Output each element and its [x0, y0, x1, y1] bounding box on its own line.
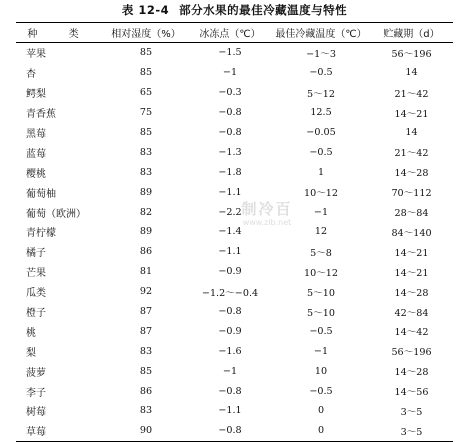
table-row — [16, 123, 453, 143]
humidity-cell: 87 — [139, 306, 153, 318]
freezing-point-cell: −2.2 — [218, 206, 242, 218]
fruit-name-cell: 梨 — [26, 347, 36, 359]
fruit-name-cell: 李子 — [26, 387, 46, 399]
humidity-cell: 90 — [104, 421, 188, 441]
freezing-point-cell: −1 — [222, 365, 238, 377]
humidity-cell: 86 — [139, 246, 153, 258]
freezing-point-cell: −0.8 — [218, 107, 242, 119]
optimal-temp-cell: 0 — [317, 405, 325, 417]
storage-period-cell: 56～196 — [391, 48, 432, 60]
table-row — [16, 63, 453, 83]
table-row — [16, 302, 453, 322]
freezing-point-cell: −1.1 — [218, 405, 242, 417]
freezing-point-cell: −1.6 — [218, 345, 242, 357]
storage-period-cell: 3～5 — [400, 406, 423, 418]
freezing-point-cell: −1.8 — [218, 166, 242, 178]
freezing-point-cell: −1.1 — [218, 186, 242, 198]
humidity-cell: 82 — [139, 206, 153, 218]
table-row — [16, 262, 453, 282]
table-row — [16, 381, 453, 401]
fruit-name-cell: 橙子 — [26, 308, 46, 320]
watermark — [232, 200, 302, 238]
table-row — [16, 162, 453, 182]
fruit-name-cell: 青柠檬 — [26, 228, 56, 240]
fruit-name-cell: 葡萄柚 — [26, 188, 56, 200]
table-number: 表 12-4 — [121, 3, 170, 17]
storage-period-cell: 3～5 — [370, 421, 453, 441]
fruit-name-cell: 桃 — [26, 327, 36, 339]
fruit-name-cell: 蓝莓 — [26, 148, 46, 160]
fruit-name-cell: 芒果 — [26, 268, 46, 280]
storage-period-cell: 21～42 — [394, 148, 429, 160]
fruit-name-cell: 杏 — [26, 69, 36, 81]
header-row — [16, 23, 453, 43]
humidity-cell: 75 — [139, 107, 153, 119]
humidity-cell: 85 — [139, 127, 153, 138]
optimal-temp-cell: −0.5 — [309, 67, 333, 79]
table-caption — [0, 2, 469, 18]
humidity-cell: 89 — [139, 186, 153, 198]
humidity-cell: 85 — [139, 365, 153, 377]
optimal-temp-cell: −0.05 — [306, 127, 336, 138]
table-row — [16, 242, 453, 262]
storage-period-cell: 14～28 — [394, 168, 429, 180]
humidity-cell: 89 — [139, 226, 153, 238]
optimal-temp-cell: 12.5 — [310, 107, 332, 119]
fruit-name-cell: 鳄梨 — [26, 89, 46, 101]
optimal-temp-cell: 0 — [272, 421, 370, 441]
optimal-temp-cell: 5～12 — [307, 88, 335, 100]
freezing-point-cell: −0.8 — [218, 127, 242, 138]
table-row — [16, 421, 453, 441]
storage-period-cell: 14～56 — [394, 387, 429, 399]
optimal-temp-cell: 5～8 — [310, 247, 332, 259]
table-row — [16, 43, 453, 63]
storage-period-cell: 84～140 — [391, 227, 432, 239]
fruit-name-cell: 樱桃 — [26, 168, 46, 180]
optimal-temp-cell: 10～12 — [303, 267, 338, 279]
table-body — [16, 43, 453, 442]
optimal-temp-cell: 1 — [317, 166, 325, 178]
optimal-temp-cell: 10 — [314, 365, 328, 377]
humidity-cell: 83 — [139, 345, 153, 357]
fruit-name-cell: 苹果 — [26, 49, 46, 61]
humidity-cell: 85 — [139, 67, 153, 79]
watermark-main: 制冷百 — [241, 200, 293, 218]
storage-period-cell: 14～28 — [394, 367, 429, 379]
table-row — [16, 103, 453, 123]
freezing-point-cell: −0.3 — [218, 87, 242, 99]
optimal-temp-cell: 12 — [314, 226, 328, 238]
storage-period-cell: 14～28 — [394, 287, 429, 299]
freezing-point-cell: −1.2～−0.4 — [201, 287, 259, 299]
freezing-point-cell: −1.3 — [218, 146, 242, 158]
optimal-temp-cell: 10～12 — [303, 188, 338, 200]
fruit-name-cell: 橘子 — [26, 248, 46, 260]
freezing-point-cell: −1.5 — [218, 47, 242, 59]
table-title: 部分水果的最佳冷藏温度与特性 — [179, 3, 348, 17]
freezing-point-cell: −1.4 — [218, 226, 242, 238]
fruit-name-cell: 瓜类 — [26, 288, 46, 300]
humidity-cell: 83 — [139, 166, 153, 178]
freezing-point-cell: −0.8 — [218, 385, 242, 397]
humidity-cell: 83 — [139, 146, 153, 158]
optimal-temp-cell: −1 — [313, 206, 329, 218]
humidity-cell: 87 — [139, 325, 153, 337]
humidity-cell: 65 — [139, 87, 153, 99]
storage-period-cell: 14 — [405, 67, 418, 79]
humidity-cell: 86 — [139, 385, 153, 397]
fruit-name-cell: 葡萄（欧洲） — [26, 208, 86, 220]
table-row — [16, 282, 453, 302]
humidity-cell: 92 — [139, 286, 153, 298]
storage-period-cell: 28～84 — [394, 208, 429, 220]
storage-period-cell: 14～21 — [394, 267, 429, 279]
freezing-point-cell: −0.8 — [188, 421, 272, 441]
storage-period-cell: 14～21 — [394, 247, 429, 259]
storage-period-cell: 56～196 — [391, 347, 432, 359]
table-row — [16, 361, 453, 381]
optimal-temp-cell: −0.5 — [309, 385, 333, 397]
storage-period-cell: 14 — [405, 127, 418, 138]
table-row — [16, 83, 453, 103]
optimal-temp-cell: −1～3 — [306, 48, 336, 60]
optimal-temp-cell: −0.5 — [309, 325, 333, 337]
storage-period-cell: 42～84 — [394, 307, 429, 319]
header-relative-humidity: 相对湿度（%） — [104, 23, 188, 43]
fruit-name-cell: 青香蕉 — [26, 109, 56, 121]
humidity-cell: 83 — [139, 405, 153, 417]
humidity-cell: 81 — [139, 266, 153, 278]
optimal-temp-cell: 5～10 — [307, 287, 335, 299]
freezing-point-cell: −1.1 — [218, 246, 242, 258]
watermark-url: www.zlb.net — [242, 218, 292, 227]
fruit-name-cell: 菠萝 — [26, 367, 46, 379]
storage-period-cell: 21～42 — [394, 88, 429, 100]
table-row — [16, 341, 453, 361]
table-row — [16, 321, 453, 341]
optimal-temp-cell: −0.5 — [309, 146, 333, 158]
freezing-point-cell: −1 — [222, 67, 238, 79]
freezing-point-cell: −0.9 — [218, 325, 242, 337]
fruit-name-cell: 草莓 — [16, 421, 104, 441]
optimal-temp-cell: 5～10 — [307, 307, 335, 319]
table-row — [16, 401, 453, 421]
fruit-name-cell: 树莓 — [26, 407, 46, 419]
table-row — [16, 142, 453, 162]
storage-period-cell: 14～21 — [394, 108, 429, 120]
header-storage-period: 贮藏期（d） — [370, 23, 453, 43]
storage-period-cell: 14～42 — [394, 327, 429, 339]
header-fruit-type: 种 类 — [16, 23, 104, 43]
fruit-name-cell: 黑莓 — [26, 129, 46, 140]
optimal-temp-cell: −1 — [313, 345, 329, 357]
storage-period-cell: 70～112 — [391, 188, 432, 200]
header-optimal-temperature: 最佳冷藏温度（℃） — [272, 23, 370, 43]
freezing-point-cell: −0.9 — [218, 266, 242, 278]
humidity-cell: 85 — [139, 47, 153, 59]
freezing-point-cell: −0.8 — [218, 306, 242, 318]
header-freezing-point: 冰冻点（℃） — [188, 23, 272, 43]
